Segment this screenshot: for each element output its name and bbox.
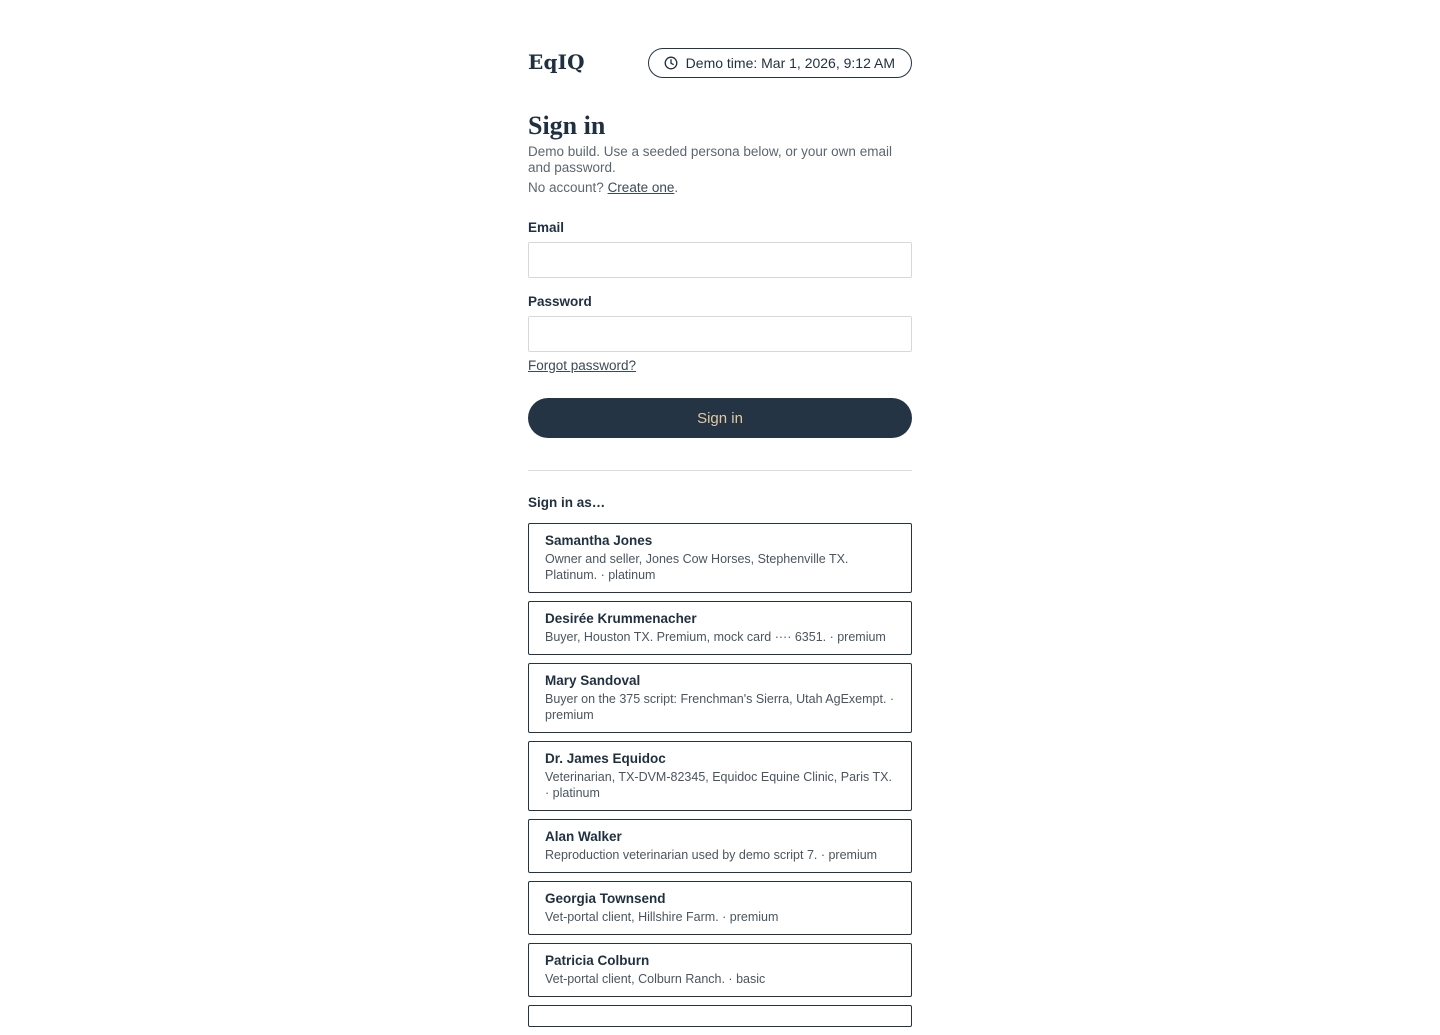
- sign-in-button[interactable]: Sign in: [528, 398, 912, 438]
- persona-name: Samantha Jones: [545, 533, 653, 548]
- no-account-line: [528, 180, 678, 196]
- no-account-suffix: .: [674, 180, 679, 195]
- email-field[interactable]: [528, 242, 912, 278]
- persona-description: Vet-portal client, Hillshire Farm. · premium: [545, 910, 779, 924]
- persona-card-mary-sandoval[interactable]: [528, 663, 912, 733]
- persona-description: Reproduction veterinarian used by demo script 7. · premium: [545, 848, 878, 862]
- persona-card-james-equidoc[interactable]: [528, 741, 912, 811]
- create-account-link[interactable]: Create one: [607, 180, 675, 195]
- persona-description: Vet-portal client, Colburn Ranch. · basic: [545, 972, 766, 986]
- password-label: Password: [528, 294, 592, 309]
- intro-text: Demo build. Use a seeded persona below, or your own email and password.: [528, 144, 892, 175]
- persona-description: Buyer, Houston TX. Premium, mock card ···· 6351. · premium: [545, 630, 886, 644]
- persona-name: Mary Sandoval: [545, 673, 641, 688]
- persona-card-desiree-krummenacher[interactable]: [528, 601, 912, 655]
- persona-name: Desirée Krummenacher: [545, 611, 697, 626]
- persona-card-samantha-jones[interactable]: [528, 523, 912, 593]
- persona-name: Georgia Townsend: [545, 891, 666, 906]
- persona-description: Owner and seller, Jones Cow Horses, Stephenville TX. Platinum. · platinum: [545, 552, 849, 582]
- persona-name: Alan Walker: [545, 829, 622, 844]
- clock-icon: [664, 56, 678, 70]
- persona-card-alan-walker[interactable]: [528, 819, 912, 873]
- persona-section-heading: Sign in as…: [528, 495, 606, 510]
- top-bar: [528, 48, 912, 80]
- persona-name: Patricia Colburn: [545, 953, 650, 968]
- persona-list: [528, 523, 912, 1035]
- persona-description: Buyer on the 375 script: Frenchman's Sierra, Utah AgExempt. · premium: [545, 692, 895, 722]
- persona-card-patricia-colburn[interactable]: [528, 943, 912, 997]
- persona-card-partial[interactable]: [528, 1005, 912, 1027]
- divider: [528, 470, 912, 471]
- demo-time-badge[interactable]: [648, 48, 912, 78]
- persona-description: Veterinarian, TX-DVM-82345, Equidoc Equine Clinic, Paris TX. · platinum: [545, 770, 892, 800]
- email-label: Email: [528, 220, 565, 235]
- persona-card-georgia-townsend[interactable]: [528, 881, 912, 935]
- persona-name: Dr. James Equidoc: [545, 751, 666, 766]
- password-field[interactable]: [528, 316, 912, 352]
- forgot-password-link[interactable]: Forgot password?: [528, 358, 637, 373]
- logo[interactable]: EqIQ: [528, 50, 585, 74]
- page-title: Sign in: [528, 111, 606, 140]
- no-account-prefix: No account?: [528, 180, 608, 195]
- demo-time-text: Demo time: Mar 1, 2026, 9:12 AM: [685, 55, 895, 71]
